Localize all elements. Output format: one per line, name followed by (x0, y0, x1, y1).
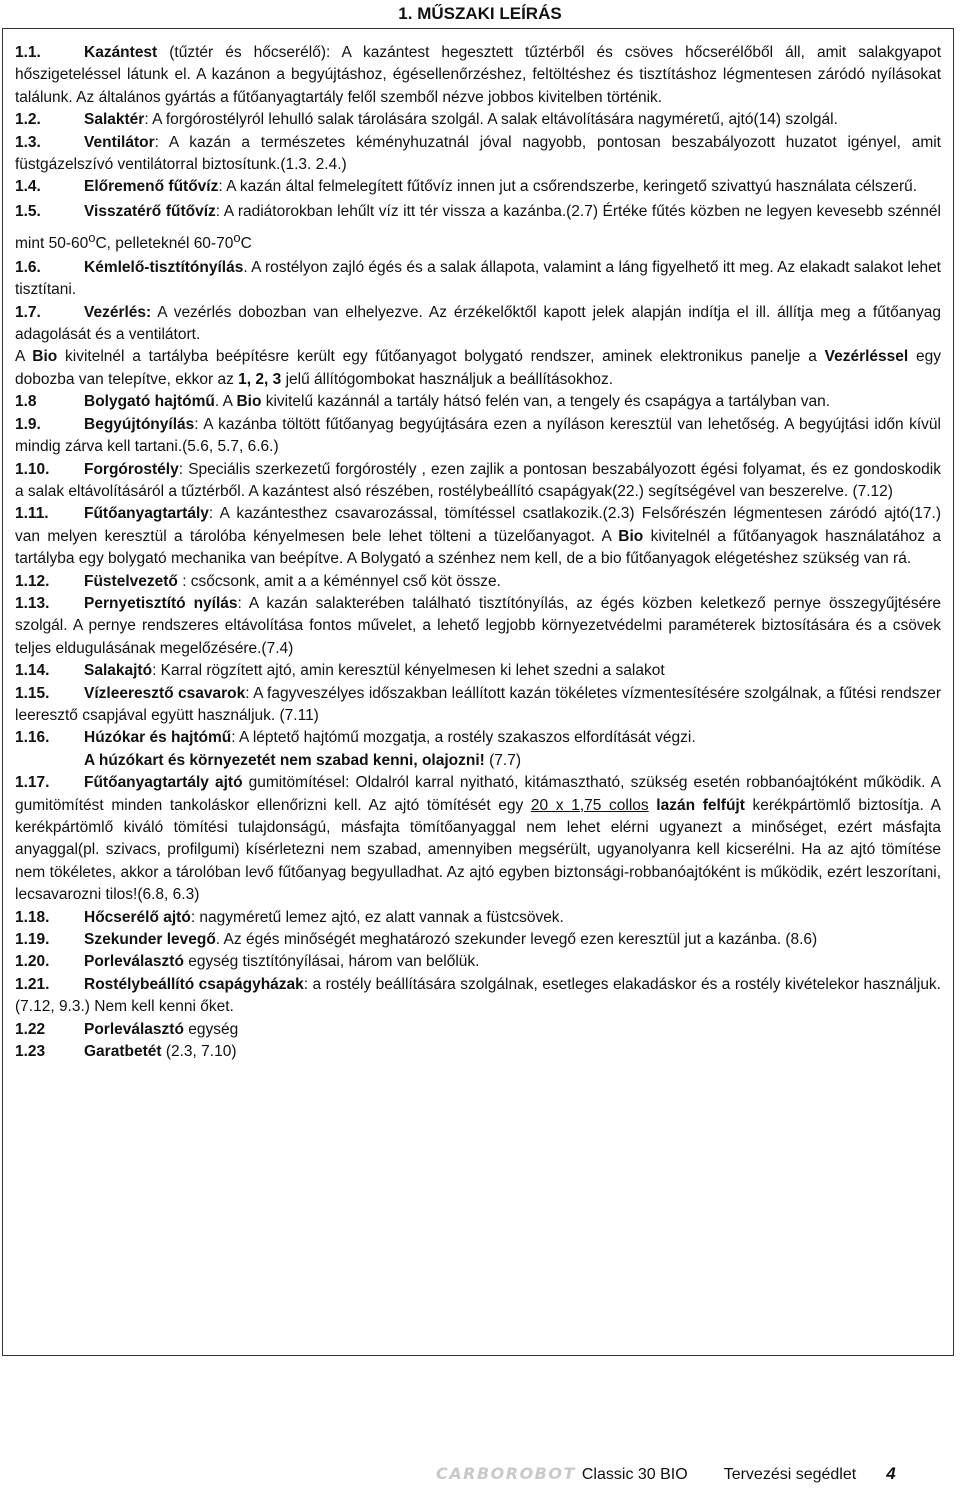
item-term: Bolygató hajtómű (84, 393, 215, 411)
item-number: 1.10. (15, 460, 50, 478)
item-1-2 (15, 109, 941, 131)
item-text: A vezérlés dobozban van elhelyezve. Az érzékelőktől kapott jelek alapján indítja el ill. állítja meg a fűtőanyag adagolását és a ventilátort. (15, 303, 941, 344)
item-number: 1.22 (15, 1020, 46, 1038)
item-text: : A radiátorokban lehűlt víz itt tér vissza a kazánba.(2.7) Értéke fűtés közben ne legyen kevesebb szénnél mint 50-60 (15, 202, 941, 252)
item-text: . A rostélyon zajló égés és a salak állapota, valamint a láng figyelhető itt meg. Az elakadt salakot lehet tisztítani. (15, 258, 941, 299)
item-number: 1.12. (15, 572, 50, 590)
item-term: Kémlelő-tisztítónyílás (84, 258, 244, 276)
brand-logo: CARBOROBOT (436, 1464, 576, 1483)
item-1-9 (15, 414, 941, 459)
item-term: Szekunder levegő (84, 931, 216, 949)
item-term: Salaktér (84, 111, 145, 129)
item-term: Füstelvezető (84, 572, 178, 590)
bio-note (15, 346, 941, 391)
page-title: 1. MŰSZAKI LEÍRÁS (398, 4, 562, 23)
item-number: 1.18. (15, 908, 50, 926)
item-1-13 (15, 593, 941, 660)
item-text-end: C (240, 234, 252, 252)
bio-note-text: jelű állítógombokat használjuk a beállításokhoz. (281, 370, 613, 388)
item-number: 1.19. (15, 931, 50, 949)
item-bold: Bio (236, 393, 262, 411)
bio-note-bold: Vezérléssel (824, 348, 909, 366)
item-number: 1.2. (15, 111, 41, 129)
item-number: 1.3. (15, 133, 41, 151)
item-term: Fűtőanyagtartály ajtó (84, 774, 243, 792)
item-text: egység tisztítónyílásai, három van belőlük. (183, 953, 480, 971)
degree-sup: o (88, 229, 96, 245)
item-text: egység (183, 1020, 239, 1038)
item-1-1 (15, 42, 941, 109)
warning-ref: (7.7) (484, 751, 521, 769)
item-number: 1.6. (15, 258, 41, 276)
item-number: 1.7. (15, 303, 41, 321)
item-1-5 (15, 199, 941, 257)
item-bold: Bio (618, 527, 644, 545)
item-text-mid: C, pelleteknél 60-70 (95, 234, 234, 252)
item-1-4 (15, 176, 941, 198)
item-term: Vezérlés: (84, 303, 152, 321)
item-term: Pernyetisztító nyílás (84, 594, 238, 612)
item-1-23 (15, 1041, 941, 1063)
item-term: Porleválasztó (84, 953, 184, 971)
item-1-12 (15, 571, 941, 593)
item-number: 1.13. (15, 594, 50, 612)
lubrication-warning (15, 750, 941, 772)
item-text: . Az égés minőségét meghatározó szekunder levegő ezen keresztül jut a kazánba. (8.6) (215, 931, 818, 949)
page-footer (436, 1464, 896, 1486)
item-number: 1.17. (15, 774, 50, 792)
item-1-15 (15, 683, 941, 728)
item-number: 1.9. (15, 415, 41, 433)
item-text: : A kazán salakterében található tisztítónyílás, az égés közben keletkező pernye összegyűjtésére szolgál. A pernye rendszeres eltávolítása fontos művelet, a lehető legjobb környezetvédelmi paraméterek biztosítására és a csövek teljes eldugulásának megelőzésére.(7.4) (15, 594, 941, 657)
item-text: gumitömítésel: Oldalról karral nyitható, kitámasztható, szükség esetén robbanóajtóként működik. A gumitömítést minden tankoláskor ellenőrizni kell. Az ajtó tömítését egy (15, 774, 942, 814)
item-1-3 (15, 132, 941, 177)
item-term: Hőcserélő ajtó (84, 908, 191, 926)
item-1-20 (15, 951, 941, 973)
item-term: Előremenő fűtővíz (84, 178, 219, 196)
item-number: 1.1. (15, 44, 41, 61)
item-1-16 (15, 727, 941, 749)
bio-note-text: egy dobozba van telepítve, ekkor az (15, 348, 941, 388)
item-text: : A kazántesthez csavarozással, tömítéssel csatlakozik.(2.3) Felsőrészén légmentesen záródó ajtó(17.) van melyen keresztül a tárolóba kényelmesen bele lehet tölteni a tüzelőanyagot. A (15, 505, 941, 545)
item-1-10 (15, 459, 941, 504)
item-1-11 (15, 503, 941, 570)
item-term: Porleválasztó (84, 1020, 184, 1038)
item-number: 1.15. (15, 684, 50, 702)
degree-sup: o (233, 229, 241, 245)
item-term: Vízleeresztő csavarok (84, 684, 246, 702)
bio-note-bold: Bio (32, 348, 58, 366)
item-text: : A kazánba töltött fűtőanyag begyújtására ezen a nyíláson keresztül van lehetőség. A begyújtási időn kívül mindig zárva kell tartani.(5.6, 5.7, 6.6.) (15, 415, 941, 456)
item-text: (2.3, 7.10) (161, 1043, 237, 1061)
bio-note-text: kivitelnél a tartályba beépítésre került egy fűtőanyagot bolygató rendszer, aminek elektronikus panelje a (57, 348, 825, 366)
footer-doc-title: Tervezési segédlet (723, 1466, 857, 1483)
warning-text: A húzókart és környezetét nem szabad kenni, olajozni! (84, 751, 485, 769)
item-term: Fűtőanyagtartály (84, 505, 209, 523)
item-bold: lazán felfújt (656, 796, 745, 814)
item-number: 1.8 (15, 393, 37, 411)
item-1-22 (15, 1019, 941, 1041)
item-text: : A forgórostélyról lehulló salak tárolására szolgál. A salak eltávolítására nagyméretű, ajtó(14) szolgál. (144, 111, 838, 129)
item-text-end: kivitelnél a fűtőanyagok használatához a tartályba egy bolygató mechanika van beépítve. A Bolygató a szénhez nem kell, de a bio fűtőanyagok elégetéshez szükség van rá. (15, 527, 942, 568)
item-term: Forgórostély (84, 460, 179, 478)
tube-size-underlined: 20 x 1,75 collos (530, 796, 649, 814)
item-text: : csőcsonk, amit a a kéménnyel cső köt össze. (177, 572, 501, 590)
item-number: 1.14. (15, 662, 50, 680)
item-text: : A fagyveszélyes időszakban leállított kazán tökéletes vízmentesítésére szolgálnak, a fűtési rendszer leeresztő csapjával együtt használjuk. (7.11) (15, 684, 941, 724)
item-1-6 (15, 257, 941, 302)
item-term: Salakajtó (84, 662, 153, 680)
item-number: 1.20. (15, 953, 50, 971)
item-text: . A (214, 393, 237, 411)
item-number: 1.5. (15, 202, 41, 220)
item-term: Garatbetét (84, 1043, 162, 1061)
description-body (15, 42, 941, 1063)
bio-note-text: A (15, 348, 33, 366)
item-text: (tűztér és hőcserélő): A kazántest hegesztett tűztérből és csöves hőcserélőből áll, amit salakgyapot hőszigeteléssel látunk el. A kazánon a begyújtáshoz, égésellenőrzéshez, feltöltéshez és tisztításhoz légmentesen záródó nyílásokat találunk. Az általános gyártás a fűtőanyagtartály felől szemből nézve jobbos kivitelben történik. (15, 44, 941, 106)
item-1-18 (15, 907, 941, 929)
bio-note-bold: 1, 2, 3 (238, 370, 282, 388)
item-number: 1.11. (15, 505, 49, 523)
page-number: 4 (886, 1464, 896, 1483)
item-text: : Speciális szerkezetű forgórostély , ezen zajlik a pontosan beszabályozott égési folyamat, és ez gondoskodik a salak eltávolításáról a tűztérből. A kazántest alsó részében, rostélybeállító csapágyak(22.) segítségével van beszerelve. (7.12) (15, 460, 941, 500)
item-1-14 (15, 660, 941, 682)
item-number: 1.16. (15, 729, 50, 747)
item-text: : A kazán által felmelegített fűtővíz innen jut a csőrendszerbe, keringető szivattyú használata célszerű. (218, 178, 918, 196)
item-1-19 (15, 929, 941, 951)
item-term: Visszatérő fűtővíz (84, 202, 216, 220)
item-number: 1.21. (15, 975, 50, 993)
item-term: Ventilátor (84, 133, 155, 151)
item-text-end: kivitelű kazánnál a tartály hátsó felén van, a tengely és csapágya a tartályban van. (261, 393, 831, 411)
item-term: Begyújtónyílás (84, 415, 195, 433)
item-1-17 (15, 772, 941, 906)
item-term: Húzókar és hajtómű (84, 729, 232, 747)
item-1-7 (15, 302, 941, 347)
item-number: 1.4. (15, 178, 41, 196)
item-1-21 (15, 974, 941, 1019)
item-number: 1.23 (15, 1043, 46, 1061)
item-text: : A léptető hajtómű mozgatja, a rostély szakaszos elfordítását végzi. (231, 729, 696, 747)
item-text: : nagyméretű lemez ajtó, ez alatt vannak a füstcsövek. (190, 908, 564, 926)
item-text: : a rostély beállítására szolgálnak, esetleges elakadáskor és a rostély kivételekor használjuk.(7.12, 9.3.) Nem kell kenni őket. (15, 975, 941, 1016)
item-text-end: kerékpártömlő biztosítja. A kerékpártömlő kiváló tömítési tulajdonságú, másfajta tömítőanyaggal nem lehet elérni ugyanezt a minőséget, ezért másfajta anyaggal(pl. szivacs, profilgumi) kísérletezni nem szabad, amennyiben megsérült, ugyanolyanra kell kicserélni. Ha az ajtó tömítése nem tökéletes, akkor a tárolóban levő fűtőanyag begyulladhat. Az ajtó egyben biztonsági-robbanóajtóként is működik, ezért leszorítani, lecsavarozni tilos!(6.8, 6.3) (15, 796, 941, 904)
item-1-8 (15, 391, 941, 413)
item-term: Rostélybeállító csapágyházak (84, 975, 304, 993)
item-text: : Karral rögzített ajtó, amin keresztül kényelmesen ki lehet szedni a salakot (152, 662, 665, 680)
footer-model: Classic 30 BIO (581, 1466, 688, 1483)
item-term: Kazántest (84, 44, 158, 61)
item-text: : A kazán a természetes kéményhuzatnál jóval nagyobb, pontosan beszabályozott huzatot igényel, amit füstgázelszívó ventilátorral biztosítunk.(1.3. 2.4.) (15, 133, 941, 174)
